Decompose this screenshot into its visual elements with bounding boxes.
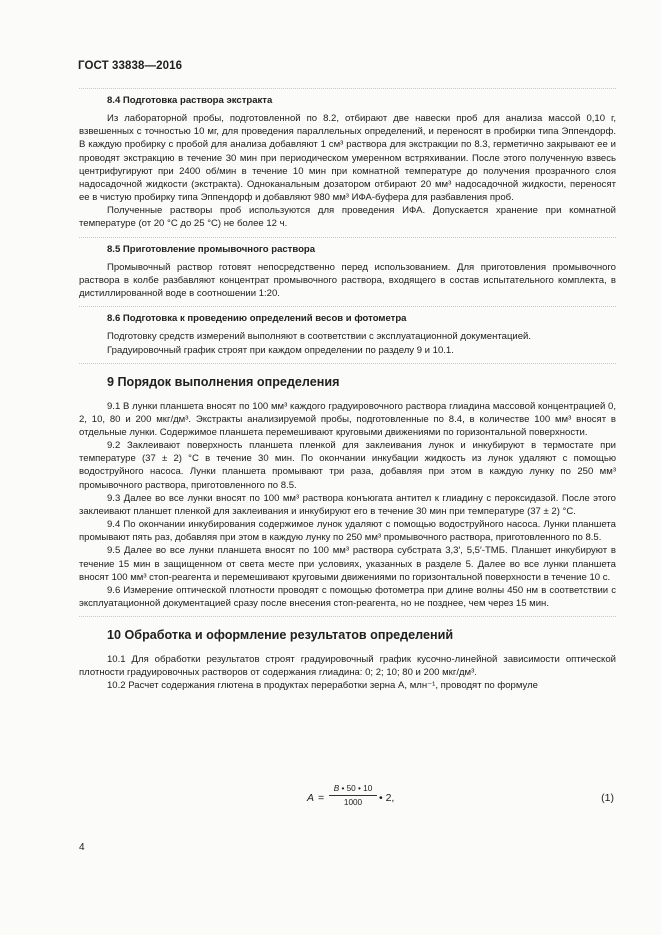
paragraph: Градуировочный график строят при каждом определении по разделу 9 и 10.1.: [107, 344, 454, 356]
paragraph: Из лабораторной пробы, подготовленной по 8.2, отбирают две навески проб для анализа массой 0,10 г, взвешенных с точностью 10 мг, для проведения параллельных определений, и переносят в пробирки типа Эппендорф. В каждую пробирку с пробой для анализа добавляют 1 см³ раствора для экстракции по 8.3, герметично закрывают ее и проводят экстракцию в течение 30 мин при периодическом умеренном встряхивании. После этого полученную взвесь центрифугируют при 2400 об/мин в течение 10 мин при комнатной температуре до получения прозрачного слоя надосадочной жидкости (экстракта). Одноканальным дозатором отбирают 20 мм³ надосадочной жидкости, переносят ее в чистую пробирку типа Эппендорф и добавляют 980 мм³ ИФА-буфера для разбавления проб.: [79, 113, 616, 204]
paragraph: 9.4 По окончании инкубирования содержимое лунок удаляют с помощью водоструйного насоса. Лунки планшета промывают пять раз, добавляя при этом в каждую лунку по 250 мм³ промывочного раствора, приготовленного по 8.5.: [79, 519, 616, 544]
paragraph: 9.6 Измерение оптической плотности проводят с помощью фотометра при длине волны 450 нм в соответствии с эксплуатационной документацией сразу после внесения стоп-реагента, но не позднее, чем через 15 мин.: [79, 584, 616, 609]
formula-fraction: [329, 783, 377, 808]
document-header: ГОСТ 33838—2016: [78, 60, 183, 72]
divider: [79, 363, 616, 364]
section-heading-8-4: 8.4 Подготовка раствора экстракта: [107, 95, 273, 106]
paragraph: 9.3 Далее во все лунки вносят по 100 мм³ раствора конъюгата антител к глиадину с пероксидазой. После этого заклеивают планшет пленкой для заклеивания и инкубируют его в течение 30 мин при температуре (37 ± 2) °С.: [79, 492, 616, 517]
formula-denominator: 1000: [343, 798, 363, 807]
paragraph: 9.2 Заклеивают поверхность планшета пленкой для заклеивания лунок и инкубируют в термостате при температуре (37 ± 2) °С в течение 30 мин. По окончании инкубации жидкость из лунок удаляют с помощью водоструйного насоса. Лунки планшета промывают три раза, добавляя при этом в каждую лунку по 250 мм³ промывочного раствора, приготовленного по 8.5.: [79, 440, 616, 491]
divider: [79, 306, 616, 307]
formula-numerator: B • 50 • 10: [333, 784, 373, 793]
formula-1: [79, 783, 616, 823]
paragraph: 9.1 В лунки планшета вносят по 100 мм³ каждого градуировочного раствора глиадина массовой концентрацией 0, 2, 10, 80 и 200 мкг/дм³. Экстракты анализируемой пробы, подготовленные по 8.4, в количестве 100 мм³ вносят в отдельные лунки. Содержимое планшета перемешивают круговыми движениями по горизонтальной поверхности.: [79, 400, 616, 438]
document-body: [79, 86, 616, 693]
paragraph: Полученные растворы проб используются для проведения ИФА. Допускается хранение при комнатной температуре (от 20 °С до 25 °С) не более 12 ч.: [79, 205, 616, 230]
divider: [79, 237, 616, 238]
paragraph: 9.5 Далее во все лунки планшета вносят по 100 мм³ раствора субстрата 3,3′, 5,5′-ТМБ. Планшет инкубируют в течение 15 мин в защищенном от света месте при условиях, указанных в разделе 5. Далее во все лунки планшета вносят 100 мм³ стоп-реагента и перемешивают круговыми движениями по горизонтальной поверхности в течение 10 с.: [79, 545, 616, 583]
formula-equals: =: [318, 792, 325, 804]
divider: [79, 616, 616, 617]
paragraph: Промывочный раствор готовят непосредственно перед использованием. Для приготовления промывочного раствора в колбе разбавляют концентрат промывочного раствора, входящего в состав испытательного комплекта, в дистиллированной воде в соотношении 1:20.: [79, 261, 616, 300]
paragraph: 10.1 Для обработки результатов строят градуировочный график кусочно-линейной зависимости оптической плотности градуировочных растворов от содержания глиадина: 0; 2; 10; 80 и 200 мкг/дм³.: [79, 654, 616, 679]
paragraph: 10.2 Расчет содержания глютена в продуктах переработки зерна A, млн⁻¹, проводят по формуле: [107, 680, 538, 692]
page-number: 4: [79, 842, 85, 853]
section-heading-10: 10 Обработка и оформление результатов определений: [107, 628, 454, 643]
formula-number: (1): [601, 792, 614, 804]
paragraph: Подготовку средств измерений выполняют в соответствии с эксплуатационной документацией.: [107, 331, 532, 343]
section-heading-9: 9 Порядок выполнения определения: [107, 374, 340, 389]
formula-multiplier: • 2,: [379, 792, 395, 804]
formula-lhs: A: [307, 792, 315, 804]
section-heading-8-5: 8.5 Приготовление промывочного раствора: [107, 243, 316, 255]
section-heading-8-6: 8.6 Подготовка к проведению определений весов и фотометра: [107, 313, 407, 325]
divider: [79, 88, 616, 89]
fraction-bar: [329, 795, 377, 796]
